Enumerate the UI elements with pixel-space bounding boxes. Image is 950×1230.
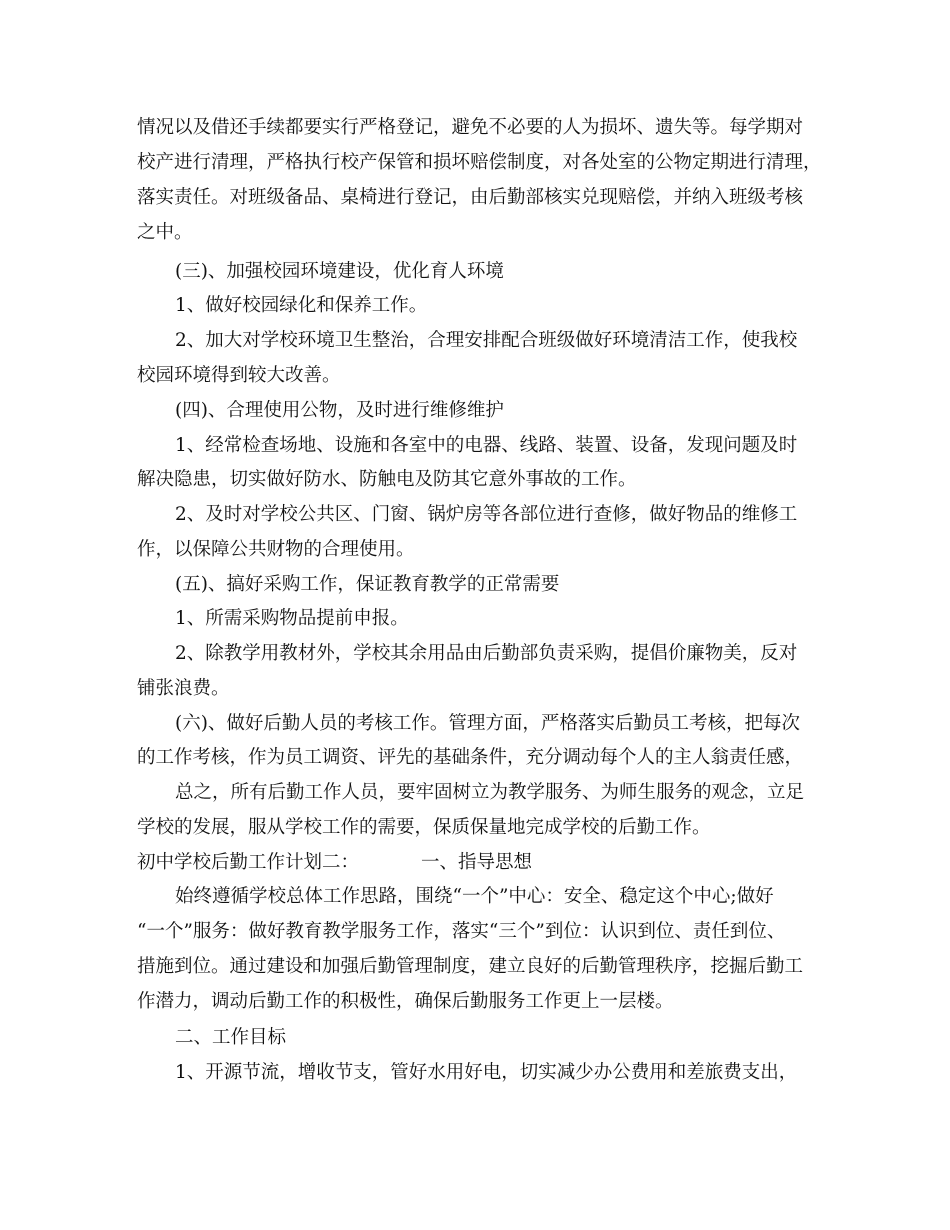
section-title: 初中学校后勤工作计划二： bbox=[137, 852, 360, 873]
text-line: 情况以及借还手续都要实行严格登记，避免不必要的人为损坏、遗失等。每学期对 bbox=[137, 117, 804, 138]
text-line: 始终遵循学校总体工作思路，围绕“一个”中心：安全、稳定这个中心;做好 bbox=[175, 886, 774, 907]
text-line: 校产进行清理，严格执行校产保管和损坏赔偿制度，对各处室的公物定期进行清理， bbox=[137, 152, 822, 173]
section-heading: 一、指导思想 bbox=[421, 852, 533, 873]
text-line: 总之，所有后勤工作人员，要牢固树立为教学服务、为师生服务的观念，立足 bbox=[175, 782, 805, 803]
text-line: 解决隐患，切实做好防水、防触电及防其它意外事故的工作。 bbox=[137, 469, 637, 490]
text-line: 2、加大对学校环境卫生整治，合理安排配合班级做好环境清洁工作，使我校 bbox=[175, 330, 798, 351]
text-line: “一个”服务：做好教育教学服务工作，落实“三个”到位：认识到位、责任到位、 bbox=[137, 921, 786, 942]
section-heading: (三)、加强校园环境建设，优化育人环境 bbox=[175, 261, 504, 282]
section-heading: (六)、做好后勤人员的考核工作。管理方面，严格落实后勤员工考核，把每次 bbox=[175, 713, 800, 734]
text-line: 2、除教学用教材外，学校其余用品由后勤部负责采购，提倡价廉物美，反对 bbox=[175, 643, 798, 664]
text-line: 之中。 bbox=[137, 222, 193, 243]
section-heading: 二、工作目标 bbox=[175, 1027, 287, 1048]
text-line: 作潜力，调动后勤工作的积极性，确保后勤服务工作更上一层楼。 bbox=[137, 991, 674, 1012]
text-line: 落实责任。对班级备品、桌椅进行登记，由后勤部核实兑现赔偿，并纳入班级考核 bbox=[137, 187, 804, 208]
text-line: 1、做好校园绿化和保养工作。 bbox=[175, 295, 428, 316]
text-line: 校园环境得到较大改善。 bbox=[137, 365, 341, 386]
section-heading: (四)、合理使用公物，及时进行维修维护 bbox=[175, 400, 504, 421]
text-line: 的工作考核，作为员工调资、评先的基础条件，充分调动每个人的主人翁责任感， bbox=[137, 747, 804, 768]
text-line bbox=[137, 851, 532, 875]
text-line: 2、及时对学校公共区、门窗、锅炉房等各部位进行查修，做好物品的维修工 bbox=[175, 504, 798, 525]
text-line: 1、开源节流，增收节支，管好水用好电，切实减少办公费用和差旅费支出， bbox=[175, 1062, 798, 1083]
text-line: 铺张浪费。 bbox=[137, 678, 230, 699]
section-heading: (五)、搞好采购工作，保证教育教学的正常需要 bbox=[175, 574, 560, 595]
text-line: 学校的发展，服从学校工作的需要，保质保量地完成学校的后勤工作。 bbox=[137, 817, 711, 838]
text-line: 1、所需采购物品提前申报。 bbox=[175, 608, 409, 629]
text-line: 1、经常检查场地、设施和各室中的电器、线路、装置、设备，发现问题及时 bbox=[175, 435, 798, 456]
text-line: 措施到位。通过建设和加强后勤管理制度，建立良好的后勤管理秩序，挖掘后勤工 bbox=[137, 956, 804, 977]
text-line: 作，以保障公共财物的合理使用。 bbox=[137, 539, 415, 560]
